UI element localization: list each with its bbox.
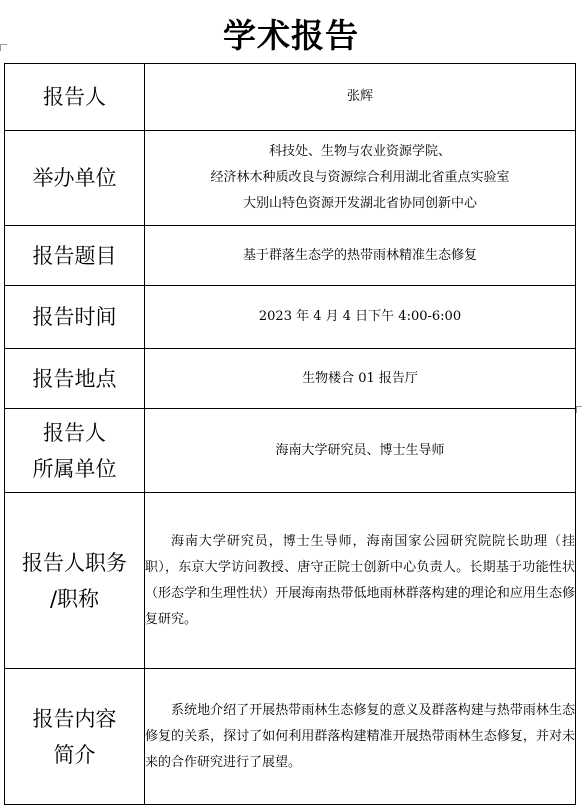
organizer-label: 举办单位 bbox=[5, 131, 145, 226]
organizer-line: 科技处、生物与农业资源学院、 bbox=[268, 144, 451, 159]
row-summary bbox=[5, 669, 576, 805]
position-label-line: 报告人职务 bbox=[22, 550, 127, 575]
speaker-label: 报告人 bbox=[5, 64, 145, 131]
time-label: 报告时间 bbox=[5, 286, 145, 349]
speaker-value: 张辉 bbox=[145, 64, 576, 131]
location-label: 报告地点 bbox=[5, 349, 145, 409]
row-affiliation bbox=[5, 409, 576, 493]
row-position bbox=[5, 493, 576, 669]
corner-mark bbox=[576, 406, 582, 413]
row-topic bbox=[5, 226, 576, 286]
summary-label bbox=[5, 669, 145, 805]
document-title: 学术报告 bbox=[223, 16, 359, 55]
row-speaker bbox=[5, 64, 576, 131]
position-value: 海南大学研究员，博士生导师，海南国家公园研究院院长助理（挂职），东京大学访问教授、唐守正院士创新中心负责人。长期基于功能性状（形态学和生理性状）开展海南热带低地雨林群落构建的理论和应用生态修复研究。 bbox=[145, 493, 576, 669]
affiliation-value: 海南大学研究员、博士生导师 bbox=[145, 409, 576, 493]
row-time bbox=[5, 286, 576, 349]
row-location bbox=[5, 349, 576, 409]
corner-mark bbox=[0, 44, 7, 51]
affiliation-label bbox=[5, 409, 145, 493]
row-organizer bbox=[5, 131, 576, 226]
position-label bbox=[5, 493, 145, 669]
report-info-table bbox=[4, 63, 576, 805]
topic-label: 报告题目 bbox=[5, 226, 145, 286]
affiliation-label-line: 报告人 bbox=[43, 420, 106, 445]
topic-value: 基于群落生态学的热带雨林精准生态修复 bbox=[145, 226, 576, 286]
organizer-value bbox=[145, 131, 576, 226]
organizer-line: 经济林木种质改良与资源综合利用湖北省重点实验室 bbox=[210, 170, 510, 185]
location-value: 生物楼合 01 报告厅 bbox=[145, 349, 576, 409]
time-value: 2023 年 4 月 4 日下午 4:00-6:00 bbox=[145, 286, 576, 349]
summary-label-line: 简介 bbox=[53, 742, 96, 767]
summary-label-line: 报告内容 bbox=[32, 706, 117, 731]
organizer-line: 大别山特色资源开发湖北省协同创新中心 bbox=[242, 196, 477, 211]
affiliation-label-line: 所属单位 bbox=[32, 456, 117, 481]
summary-value: 系统地介绍了开展热带雨林生态修复的意义及群落构建与热带雨林生态修复的关系，探讨了如何利用群落构建精准开展热带雨林生态修复，并对未来的合作研究进行了展望。 bbox=[145, 669, 576, 805]
position-label-line: /职称 bbox=[49, 586, 100, 611]
